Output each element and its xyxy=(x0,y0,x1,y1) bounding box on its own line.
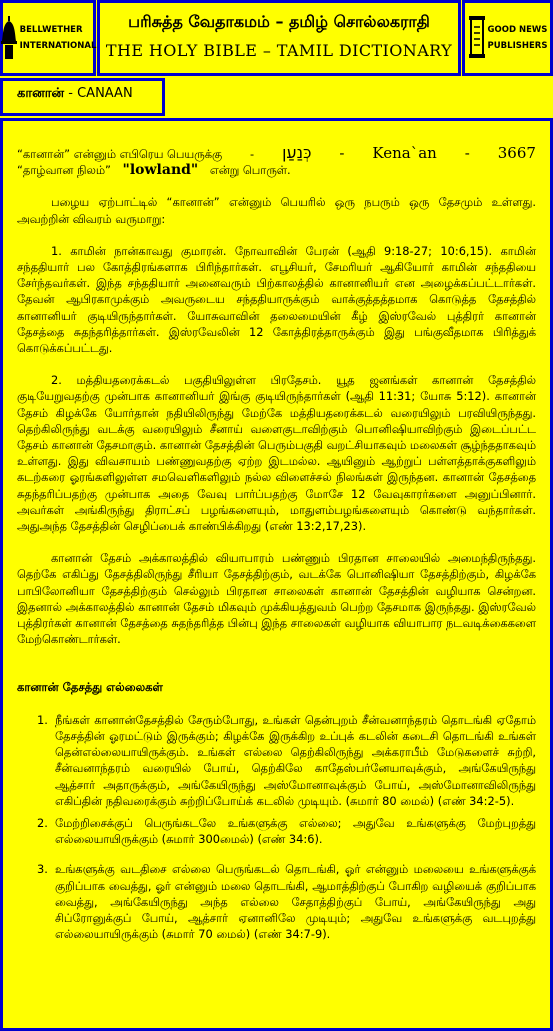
logo-right-line1: GOOD NEWS xyxy=(487,25,548,35)
paragraph-trade-routes: கானான் தேசம் அக்காலத்தில் வியாபாரம் பண்ணும் பிரதான சாலையில் அமைந்திருந்தது. தெற்கே எகிப்து தேசத்திலிருந்து சீரியா தேசத்திற்கும், வடக்கே பொனிஷியா தேசத்திற்கும், கிழக்கே பாபிலோனியா தேசத்திற்கும் செல்லும் பிரதான சாலைகள் கானான் தேசத்தின் வழியாக சென்றன. இதனால் அக்காலத்தில் கானான் தேசம் மிகவும் முக்கியத்துவம் பெற்ற தேசமாக இருந்தது. இஸ்ரவேல் புத்திரர்கள் கானான் தேசத்தை சுதந்தரித்த பின்பு இந்த சாலைகள் வழியாக வியாபார நடவடிக்கைகளை மேற்கொண்டார்கள். xyxy=(17,551,536,647)
header-title-box xyxy=(97,0,461,76)
borders-item-number: 2. xyxy=(37,815,48,830)
logo-left-line2: INTERNATIONAL xyxy=(19,41,97,51)
entry-content xyxy=(0,118,553,1031)
meaning-line xyxy=(17,162,536,178)
good-news-logo[interactable] xyxy=(462,0,553,76)
borders-item-text: உங்களுக்கு வடதிசை எல்லை பெருங்கடல் தொடங்கி, ஓர் என்னும் மலையை உங்களுக்குக் குறிப்பாக வைத்து, ஓர் என்னும் மலை தொடங்கி, ஆமாத்திற்குப் போகிற வழியைக் குறிப்பாக வைத்து, அங்கேயிருந்து அந்த எல்லை சேதாத்திற்குப் போய், அங்கேயிருந்து அது சிப்ரோனுக்குப் போய், ஆத்சார் ஏனானிலே முடியும்; அதுவே உங்களுக்கு வடபுறத்து எல்லையாயிருக்கும் (சுமார் 70 மைல்) (எண் 34:7-9). xyxy=(55,862,536,942)
bellwether-logo[interactable] xyxy=(0,0,96,76)
borders-item xyxy=(37,815,536,847)
paragraph-overview: பழைய ஏற்பாட்டில் “கானான்” என்னும் பெயரில் ஒரு நபரும் ஒரு தேசமும் உள்ளது. அவற்றின் விவரம் வருமாறு: xyxy=(17,195,536,226)
intro-dash-3: - xyxy=(464,144,470,162)
paragraph-person: 1. காமின் நான்காவது குமாரன். நோவாவின் பேரன் (ஆதி 9:18-27; 10:6,15). காமின் சந்ததியார் பல கோத்திரங்களாக பிரிந்தார்கள். எபூசியர், சேமரியர் ஆகியோர் காமின் சந்ததியை சேர்ந்தவர்கள். இந்த சந்ததியார் அனைவரும் பிற்காலத்தில் கானானியர் என அழைக்கப்பட்டார்கள். தேவன் ஆபிரகாமுக்கும் அவருடைய சந்ததியாருக்கும் வாக்குத்தத்தமாக கொடுத்த தேசத்தில் கானானியர் குடியிருந்தார்கள். யோசுவாவின் தலைமையின் கீழ் இஸ்ரவேல் புத்திரர் கானான் தேசத்தை சுதந்தரித்தார்கள். இஸ்ரவேலின் 12 கோத்திரத்தாருக்கும் இது பங்குவீதமாக பிரித்துக் கொடுக்கப்பட்டது. xyxy=(17,243,536,356)
hebrew-word: כְּנַעַן xyxy=(282,143,312,162)
logo-right-line2: PUBLISHERS xyxy=(487,41,548,51)
intro-quoted-word: “கானான்” என்னும் எபிரெய பெயருக்கு xyxy=(17,147,223,161)
intro-dash-1: - xyxy=(250,147,255,161)
borders-list xyxy=(17,712,536,943)
title-tamil: பரிசுத்த வேதாகமம் – தமிழ் சொல்லகராதி xyxy=(128,12,430,31)
borders-item-text: மேற்றிசைக்குப் பெருங்கடலே உங்களுக்கு எல்லை; அதுவே உங்களுக்கு மேற்புறத்து எல்லையாயிருக்கும் (சுமார் 300மைல்) (எண் 34:6). xyxy=(55,815,536,847)
paragraph-land: 2. மத்தியதரைக்கடல் பகுதியிலுள்ள பிரதேசம். யூத ஜனங்கள் கானான் தேசத்தில் குடியேறுவதற்கு முன்பாக கானானியர் இங்கு குடியிருந்தார்கள் (ஆதி 11:31; யோசு 5:12). கானான் தேசம் கிழக்கே யோர்தான் நதியிலிருந்து மேற்கே மத்தியதரைக்கடல் வரையிலும் பரவியிருந்தது. தெற்கிலிருந்து வடக்கு வரையிலும் சீனாய் வளைகுடாவிற்கும் பொனிஷியாவிற்கும் இடைப்பட்ட தேசம் கானான் தேசமாகும். கானான் தேசத்தின் பெரும்பகுதி வறட்சியாகவும் மலைகள் சூழ்ந்ததாகவும் உள்ளது. இது விவசாயம் பண்ணுவதற்கு ஏற்ற இடமல்ல. ஆயினும் ஆற்றுப் பள்ளத்தாக்குகளிலும் கடற்கரை ஓரங்களிலுள்ள சமவெளிகளிலும் நல்ல விளைச்சல் நிலங்கள் இருந்தன. கானான் தேசத்தை சுதந்தரிப்பதற்கு முன்பாக அதை வேவு பார்ப்பதற்கு மோசே 12 வேவுகாரர்களை அனுப்பினார். அவர்கள் அங்கிருந்து திராட்சப் பழங்களையும், மாதுளம்பழங்களையும் கொண்டு வந்தார்கள். அதுஅந்த தேசத்தின் செழிப்பைக் காண்பிக்கிறது (எண் 13:2,17,23). xyxy=(17,373,537,534)
bell-icon xyxy=(0,15,18,61)
entry-tamil-word: கானான் xyxy=(17,86,65,101)
borders-item-number: 1. xyxy=(37,712,48,727)
intro-line xyxy=(17,145,536,162)
intro-dash-2: - xyxy=(339,144,345,162)
title-english: THE HOLY BIBLE – TAMIL DICTIONARY xyxy=(105,41,453,60)
borders-heading: கானான் தேசத்து எல்லைகள் xyxy=(17,680,163,695)
entry-separator: - xyxy=(68,86,73,101)
meaning-tamil: “தாழ்வான நிலம்” xyxy=(17,163,111,178)
entry-word-tab xyxy=(0,78,165,116)
borders-item-number: 3. xyxy=(37,862,48,877)
scroll-icon xyxy=(468,15,486,61)
meaning-english: "lowland" xyxy=(122,162,199,179)
meaning-suffix: என்று பொருள். xyxy=(209,163,291,178)
borders-item xyxy=(37,861,536,942)
transliteration: Kena`an xyxy=(372,144,437,162)
borders-item xyxy=(37,712,536,809)
borders-item-text: நீங்கள் கானான்தேசத்தில் சேரும்போது, உங்கள் தென்புறம் சீன்வனாந்தரம் தொடங்கி ஏதோம் தேசத்தின் ஓரமட்டும் இருக்கும்; கிழக்கே இருக்கிற உப்புக் கடலின் கடைசி தொடங்கி உங்கள் தென்எல்லையாயிருக்கும். உங்கள் எல்லை தெற்கிலிருந்து அக்கராபீம் மேடுகளைச் சுற்றி, சீன்வனாந்தரம் வரையில் போய், தெற்கிலே காதேஸ்பர்னேயாவுக்கும், அங்கேயிருந்து ஆத்சார் அதாருக்கும், அங்கேயிருந்து அஸ்மோனாவுக்கும் போய், அஸ்மோனாவிலிருந்து எகிப்தின் நதிவரைக்கும் சுற்றிப்போய்க் கடலில் முடியும். (சுமார் 80 மைல்) (எண் 34:2-5). xyxy=(55,712,536,808)
logo-left-line1: BELLWETHER xyxy=(19,25,83,35)
strongs-number: 3667 xyxy=(497,144,536,162)
entry-english-word: CANAAN xyxy=(77,86,133,101)
